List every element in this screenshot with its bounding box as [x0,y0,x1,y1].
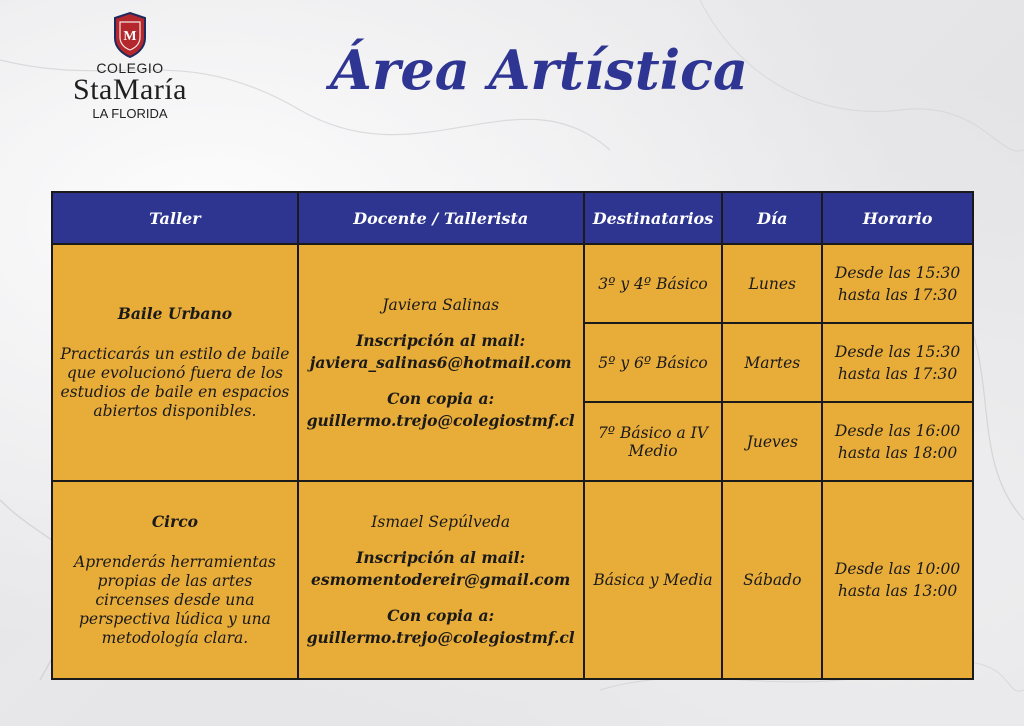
time-cell [822,244,973,323]
cc-label: Con copia a: [387,388,495,408]
time-to: hasta las 17:30 [837,364,958,383]
workshop-name: Baile Urbano [117,304,233,323]
teacher-cell [298,244,584,481]
logo-colegio: COLEGIO [96,60,164,76]
time-to: hasta las 17:30 [837,285,958,304]
workshop-cell [52,244,298,481]
day-cell: Martes [722,323,822,402]
workshop-name: Circo [151,512,198,531]
logo-la-florida: LA FLORIDA [92,106,168,121]
page-title: Área Artística [330,38,749,102]
time-from: Desde las 10:00 [834,560,961,578]
svg-text:M: M [123,29,137,44]
header-taller: Taller [52,192,298,244]
audience-cell: Básica y Media [584,481,723,679]
header-docente: Docente / Tallerista [298,192,584,244]
day-cell: Jueves [722,402,822,481]
shield-icon [111,12,149,58]
time-to: hasta las 18:00 [837,443,958,462]
logo-sta-maria: StaMaría [73,73,187,106]
header-horario: Horario [822,192,973,244]
audience-cell: 7º Básico a IV Medio [584,402,723,481]
signup-label: Inscripción al mail: [356,548,526,567]
time-to: hasta las 13:00 [837,582,958,600]
time-from: Desde las 15:30 [834,263,961,282]
table-row [52,481,973,679]
table-row [52,244,973,323]
workshop-description: Aprenderás herramientas propias de las artes circenses desde una perspectiva lúdica y una metodología clara. [74,553,276,647]
time-cell [822,323,973,402]
workshop-description: Practicarás un estilo de baile que evolucionó fuera de los estudios de baile en espacios abiertos disponibles. [60,345,290,420]
cc-email[interactable]: guillermo.trejo@colegiostmf.cl [306,410,575,430]
signup-email[interactable]: esmomentodereir@gmail.com [311,570,571,589]
school-logo [40,12,220,132]
audience-cell: 3º y 4º Básico [584,244,723,323]
day-cell: Sábado [722,481,822,679]
table-header-row [52,192,973,244]
header-dia: Día [722,192,822,244]
audience-cell: 5º y 6º Básico [584,323,723,402]
time-cell [822,402,973,481]
workshop-table [51,191,974,680]
time-from: Desde las 16:00 [834,421,961,440]
cc-label: Con copia a: [387,606,495,625]
cc-email[interactable]: guillermo.trejo@colegiostmf.cl [306,628,575,647]
signup-email[interactable]: javiera_salinas6@hotmail.com [309,352,572,372]
teacher-cell [298,481,584,679]
signup-label: Inscripción al mail: [356,330,526,350]
teacher-name: Javiera Salinas [382,295,500,314]
time-cell [822,481,973,679]
workshop-cell [52,481,298,679]
day-cell: Lunes [722,244,822,323]
header-destinatarios: Destinatarios [584,192,723,244]
teacher-name: Ismael Sepúlveda [371,513,511,531]
time-from: Desde las 15:30 [834,342,961,361]
